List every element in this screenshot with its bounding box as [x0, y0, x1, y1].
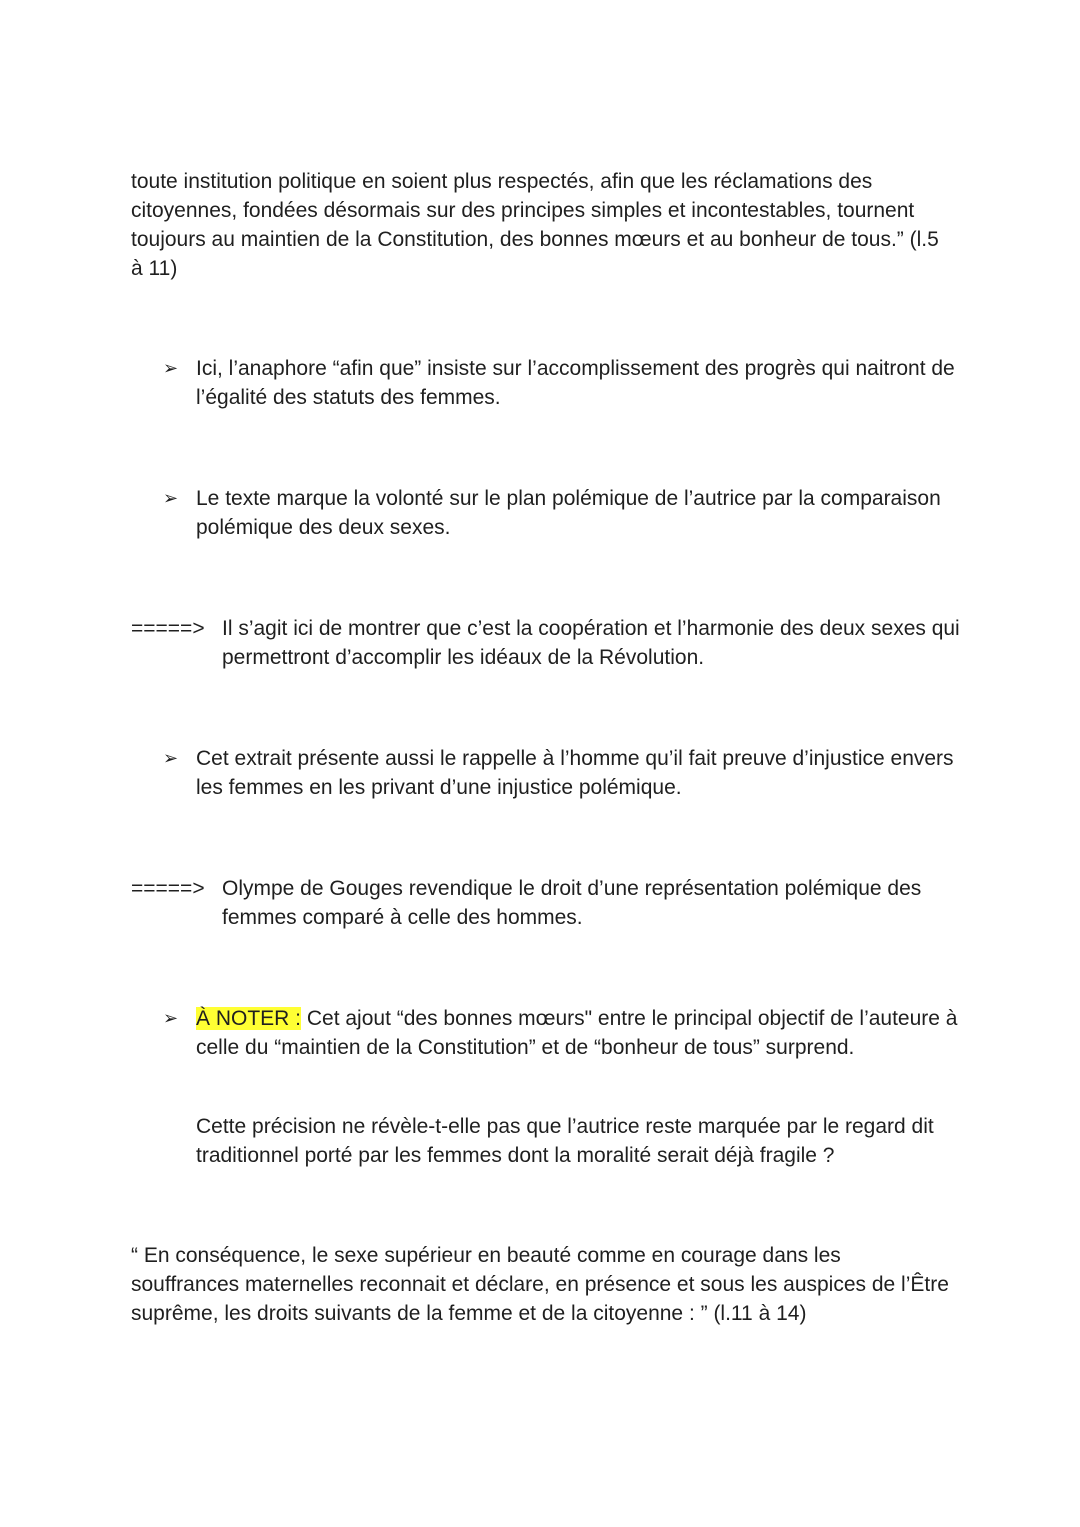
- bullet-text: Cet extrait présente aussi le rappelle à l’homme qu’il fait preuve d’injustice envers les femmes en les privant d’une injustice polémique.: [196, 747, 954, 799]
- arrowhead-bullet-icon: ➢: [163, 358, 179, 378]
- bullet-text: Ici, l’anaphore “afin que” insiste sur l’accomplissement des progrès qui naitront de l’égalité des statuts des femmes.: [196, 357, 955, 409]
- bullet-point-anaphore: [163, 354, 963, 412]
- arrowhead-bullet-icon: ➢: [163, 488, 179, 508]
- bullet-text: Le texte marque la volonté sur le plan polémique de l’autrice par la comparaison polémique des deux sexes.: [196, 487, 941, 539]
- conclusion-text: Olympe de Gouges revendique le droit d’une représentation polémique des femmes comparé à celle des hommes.: [222, 877, 922, 929]
- conclusion-text: Il s’agit ici de montrer que c’est la coopération et l’harmonie des deux sexes qui permettront d’accomplir les idéaux de la Révolution.: [222, 617, 960, 669]
- double-arrow-icon: =====>: [131, 617, 205, 640]
- bullet-point-injustice: [163, 744, 963, 802]
- arrowhead-bullet-icon: ➢: [163, 748, 179, 768]
- conclusion-cooperation: [131, 614, 961, 672]
- note-follow-up: Cette précision ne révèle-t-elle pas que l’autrice reste marquée par le regard dit traditionnel porté par les femmes dont la moralité serait déjà fragile ?: [196, 1115, 934, 1167]
- note-body: Cet ajout “des bonnes mœurs" entre le principal objectif de l’auteure à celle du “maintien de la Constitution” et de “bonheur de tous” surprend.: [196, 1007, 958, 1059]
- quote-paragraph-2: “ En conséquence, le sexe supérieur en beauté comme en courage dans les souffrances maternelles reconnait et déclare, en présence et sous les auspices de l’Être suprême, les droits suivants de la femme et de la citoyenne : ” (l.11 à 14): [131, 1244, 949, 1325]
- bullet-point-volonte: [163, 484, 963, 542]
- conclusion-representation: [131, 874, 961, 932]
- double-arrow-icon: =====>: [131, 877, 205, 900]
- note-highlight-label: À NOTER :: [196, 1007, 302, 1030]
- quote-paragraph-1: toute institution politique en soient plus respectés, afin que les réclamations des citoyennes, fondées désormais sur des principes simples et incontestables, tournent toujours au maintien de la Constitution, des bonnes mœurs et au bonheur de tous.” (l.5 à 11): [131, 170, 939, 280]
- note-text: [196, 1004, 963, 1062]
- bullet-point-note: [163, 1004, 963, 1062]
- arrowhead-bullet-icon: ➢: [163, 1008, 179, 1028]
